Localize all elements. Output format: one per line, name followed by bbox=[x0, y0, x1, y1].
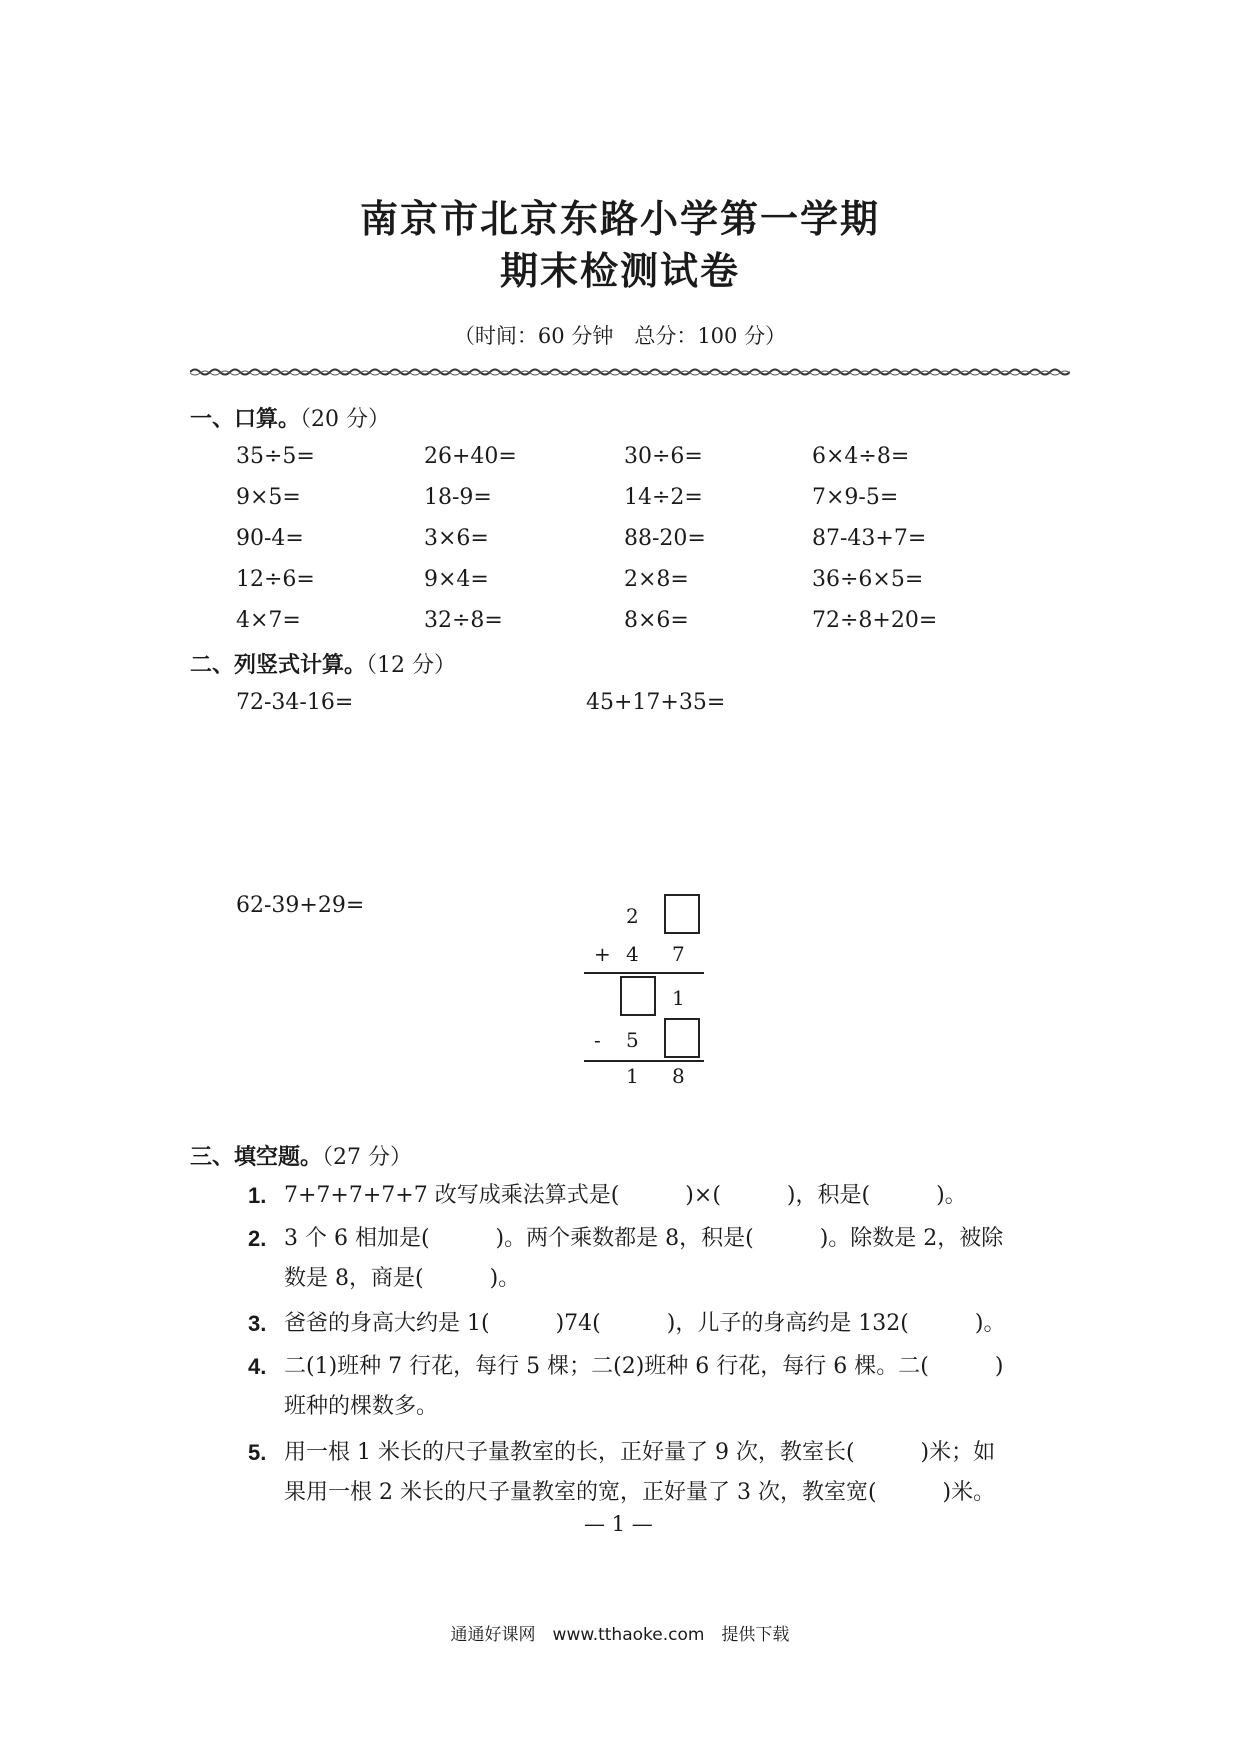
question-text: 爸爸的身高大约是 1( )74( )，儿子的身高约是 132( )。 bbox=[284, 1311, 1006, 1336]
puzzle-digit: 5 bbox=[626, 1028, 639, 1052]
mental-math-item: 32÷8= bbox=[424, 608, 503, 633]
digit-puzzle bbox=[580, 880, 710, 1095]
question-text: 3 个 6 相加是( )。两个乘数都是 8，积是( )。除数是 2，被除 bbox=[284, 1226, 1004, 1251]
puzzle-digit: 4 bbox=[626, 942, 639, 966]
mental-math-item: 14÷2= bbox=[624, 485, 703, 510]
mental-math-item: 26+40= bbox=[424, 444, 517, 469]
plus-sign: + bbox=[594, 942, 611, 966]
answer-box[interactable] bbox=[664, 1018, 700, 1058]
vertical-calc-problem: 45+17+35= bbox=[586, 690, 726, 715]
answer-box[interactable] bbox=[664, 894, 700, 934]
mental-math-item: 30÷6= bbox=[624, 444, 703, 469]
page-number: — 1 — bbox=[584, 1512, 653, 1536]
puzzle-digit: 2 bbox=[626, 904, 639, 928]
question-number: 1. bbox=[248, 1183, 267, 1208]
mental-math-item: 6×4÷8= bbox=[812, 444, 910, 469]
footer-source: 通通好课网 www.tthaoke.com 提供下载 bbox=[450, 1625, 790, 1645]
mental-math-item: 7×9-5= bbox=[812, 485, 899, 510]
mental-math-item: 9×4= bbox=[424, 567, 489, 592]
question-number: 2. bbox=[248, 1226, 267, 1251]
section3-title: 三、填空题。 bbox=[190, 1144, 323, 1170]
mental-math-item: 3×6= bbox=[424, 526, 489, 551]
mental-math-item: 90-4= bbox=[236, 526, 304, 551]
section2-heading bbox=[190, 648, 456, 679]
question-text: 7+7+7+7+7 改写成乘法算式是( )×( )，积是( )。 bbox=[284, 1183, 967, 1208]
mental-math-item: 35÷5= bbox=[236, 444, 315, 469]
difference-line bbox=[584, 1060, 704, 1062]
mental-math-item: 2×8= bbox=[624, 567, 689, 592]
question-number: 4. bbox=[248, 1354, 267, 1379]
question-text: 用一根 1 米长的尺子量教室的长，正好量了 9 次，教室长( )米；如 bbox=[284, 1440, 996, 1465]
exam-title-line1: 南京市北京东路小学第一学期 bbox=[359, 196, 880, 241]
mental-math-item: 8×6= bbox=[624, 608, 689, 633]
mental-math-item: 87-43+7= bbox=[812, 526, 927, 551]
section3-score: （27 分） bbox=[322, 1145, 413, 1170]
minus-sign: - bbox=[594, 1028, 601, 1052]
vertical-calc-problem: 62-39+29= bbox=[236, 893, 365, 918]
vertical-calc-problem: 72-34-16= bbox=[236, 690, 354, 715]
exam-subtitle: （时间：60 分钟 总分：100 分） bbox=[453, 324, 787, 348]
question-text-cont: 班种的棵数多。 bbox=[284, 1394, 439, 1419]
exam-title-line2: 期末检测试卷 bbox=[499, 248, 740, 293]
question-text: 二(1)班种 7 行花，每行 5 棵；二(2)班种 6 行花，每行 6 棵。二( ) bbox=[284, 1354, 1004, 1379]
section1-heading bbox=[190, 402, 390, 433]
mental-math-item: 18-9= bbox=[424, 485, 492, 510]
puzzle-digit: 1 bbox=[672, 986, 685, 1010]
section2-score: （12 分） bbox=[366, 653, 457, 678]
puzzle-digit: 1 bbox=[626, 1064, 639, 1088]
section2-title: 二、列竖式计算。 bbox=[190, 652, 367, 678]
section3-heading bbox=[190, 1140, 412, 1171]
mental-math-item: 88-20= bbox=[624, 526, 706, 551]
question-number: 5. bbox=[248, 1440, 267, 1465]
wavy-divider bbox=[190, 367, 1070, 377]
question-text-cont: 数是 8，商是( )。 bbox=[284, 1266, 521, 1291]
section1-title: 一、口算。 bbox=[190, 406, 301, 432]
sum-line bbox=[584, 972, 704, 974]
answer-box[interactable] bbox=[620, 976, 656, 1016]
mental-math-item: 36÷6×5= bbox=[812, 567, 924, 592]
puzzle-digit: 8 bbox=[672, 1064, 685, 1088]
mental-math-item: 72÷8+20= bbox=[812, 608, 938, 633]
question-text-cont: 果用一根 2 米长的尺子量教室的宽，正好量了 3 次，教室宽( )米。 bbox=[284, 1480, 996, 1505]
puzzle-digit: 7 bbox=[672, 942, 685, 966]
mental-math-item: 9×5= bbox=[236, 485, 301, 510]
section1-score: （20 分） bbox=[300, 407, 391, 432]
question-number: 3. bbox=[248, 1311, 267, 1336]
mental-math-item: 12÷6= bbox=[236, 567, 315, 592]
mental-math-item: 4×7= bbox=[236, 608, 301, 633]
